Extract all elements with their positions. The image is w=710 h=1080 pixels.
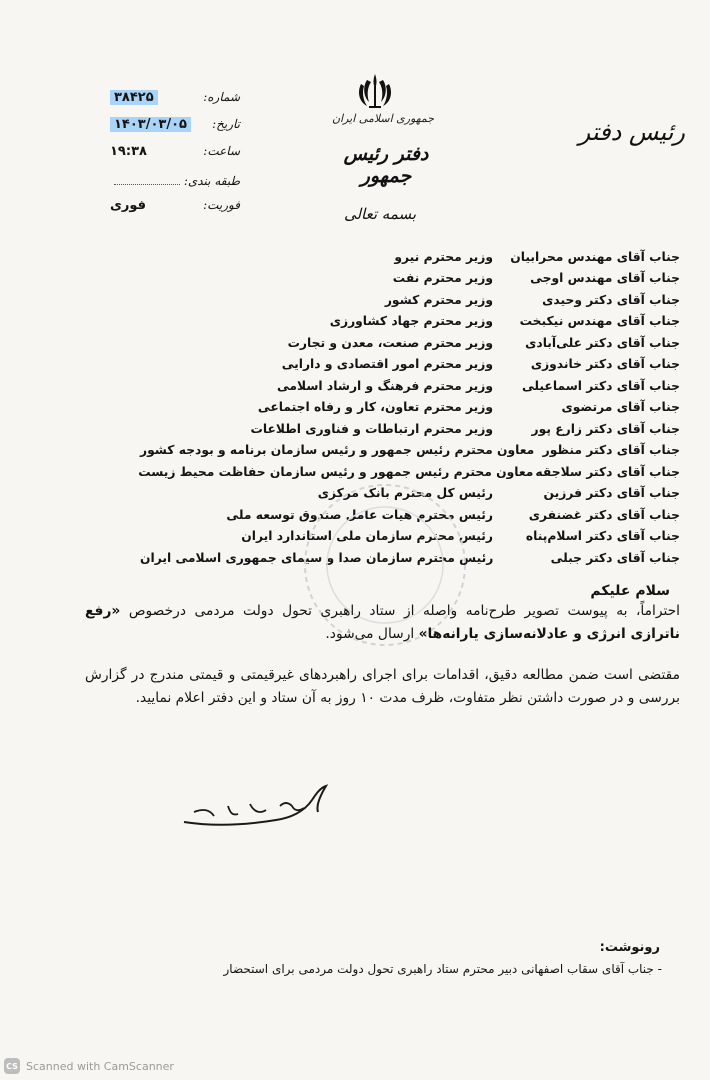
recipient-list [140, 246, 680, 569]
recipient-title: وزیر محترم جهاد کشاورزی [329, 314, 493, 329]
iran-emblem-icon [357, 72, 393, 110]
letter-time: ۱۹:۳۸ [110, 144, 147, 159]
recipient-row [140, 418, 680, 440]
recipient-name: جناب آقای دکتر زارع پور [531, 421, 680, 436]
recipient-name: جناب آقای دکتر فرزین [543, 486, 680, 501]
recipient-title: وزیر محترم فرهنگ و ارشاد اسلامی [276, 378, 493, 393]
letter-number-label: شماره: [203, 90, 240, 104]
recipient-name: جناب آقای دکتر غضنفری [528, 507, 680, 522]
recipient-title: وزیر محترم امور اقتصادی و دارایی [281, 357, 493, 372]
recipient-name: جناب آقای دکتر منظور [542, 443, 680, 458]
recipient-title: وزیر محترم کشور [384, 292, 493, 307]
recipient-title: وزیر محترم تعاون، کار و رفاه اجتماعی [257, 400, 493, 415]
scanner-watermark [4, 1058, 174, 1074]
letter-time-label: ساعت: [203, 144, 240, 158]
recipient-row [140, 375, 680, 397]
recipient-row [140, 397, 680, 419]
recipient-title: رئیس محترم سازمان صدا و سیمای جمهوری اسلامی ایران [140, 550, 494, 565]
subject-title: «رفع ناترازی انرژی و عادلانه‌سازی یارانه‌ها» [85, 603, 680, 642]
letter-date-row [110, 117, 240, 132]
letter-number: ۳۸۴۲۵ [110, 90, 158, 105]
urgency-label: فوریت: [203, 198, 240, 212]
recipient-name: جناب آقای مهندس نیکبخت [519, 314, 680, 329]
recipient-name: جناب آقای دکتر سلاجقه [535, 464, 680, 479]
body-paragraph-1-text: احتراماً، به پیوست تصویر طرح‌نامه واصله از ستاد راهبری تحول دولت مردمی درخصوص [128, 603, 680, 619]
recipient-name: جناب آقای مهندس محرابیان [510, 249, 680, 264]
republic-title: جمهوری اسلامی ایران [331, 112, 435, 125]
recipient-row [140, 504, 680, 526]
recipient-row [140, 268, 680, 290]
cc-title: رونوشت: [599, 940, 660, 955]
recipient-title: وزیر محترم نفت [392, 271, 493, 286]
salutation: سلام علیکم [590, 583, 670, 599]
recipient-title: رئیس کل محترم بانک مرکزی [317, 486, 493, 501]
letter-date-label: تاریخ: [212, 117, 240, 131]
letter-date: ۱۴۰۳/۰۳/۰۵ [110, 117, 191, 132]
recipient-row [140, 483, 680, 505]
recipient-row [140, 332, 680, 354]
body-paragraph-1 [85, 600, 680, 646]
letter-time-row [110, 144, 240, 159]
basmala: بسمه تعالی [343, 205, 417, 223]
recipient-title: معاون محترم رئیس جمهور و رئیس سازمان حفاظت محیط زیست [138, 464, 534, 479]
recipient-name: جناب آقای دکتر علی‌آبادی [525, 335, 680, 350]
recipient-title: وزیر محترم ارتباطات و فناوری اطلاعات [250, 421, 493, 436]
camscanner-icon: CS [4, 1058, 20, 1074]
recipient-row [140, 547, 680, 569]
signature-mark [180, 782, 340, 838]
classification-label: طبقه بندی: [183, 174, 240, 188]
body-paragraph-2: مقتضی است ضمن مطالعه دقیق، اقدامات برای اجرای راهبردهای غیرقیمتی و قیمتی مندرج در گزارش بررسی و در صورت داشتن نظر متفاوت، ظرف مدت ۱۰ روز به آن ستاد و این دفتر اعلام نمایید. [85, 667, 680, 706]
chief-of-staff-title: رئیس دفتر [578, 118, 685, 146]
office-title: دفتر رئیس جمهور [343, 143, 429, 187]
recipient-name: جناب آقای مهندس اوجی [530, 271, 680, 286]
recipient-row [140, 526, 680, 548]
letter-number-row [110, 90, 240, 105]
recipient-row [140, 246, 680, 268]
recipient-row [140, 354, 680, 376]
recipient-row [140, 289, 680, 311]
recipient-name: جناب آقای دکتر اسلام‌پناه [525, 529, 680, 544]
classification-row [110, 174, 240, 188]
classification-blank [114, 176, 180, 185]
urgency-value: فوری [110, 198, 147, 213]
recipient-row [140, 461, 680, 483]
recipient-name: جناب آقای دکتر جبلی [550, 550, 680, 565]
recipient-title: رئیس محترم سازمان ملی استاندارد ایران [241, 529, 493, 544]
recipient-name: جناب آقای دکتر اسماعیلی [521, 378, 680, 393]
body-paragraph-1-end: ارسال می‌شود. [325, 626, 419, 642]
recipient-title: رئیس محترم هیات عامل صندوق توسعه ملی [226, 507, 493, 522]
scanner-text: Scanned with CamScanner [26, 1059, 174, 1073]
recipient-title: وزیر محترم نیرو [394, 249, 493, 264]
recipient-name: جناب آقای دکتر وحیدی [542, 292, 680, 307]
recipient-title: وزیر محترم صنعت، معدن و تجارت [287, 335, 493, 350]
recipient-name: جناب آقای مرتضوی [561, 400, 680, 415]
recipient-name: جناب آقای دکتر خاندوزی [530, 357, 680, 372]
recipient-row [140, 311, 680, 333]
recipient-row [140, 440, 680, 462]
cc-item: - جناب آقای سقاب اصفهانی دبیر محترم ستاد راهبری تحول دولت مردمی برای استحضار [223, 962, 662, 976]
recipient-title: معاون محترم رئیس جمهور و رئیس سازمان برنامه و بودجه کشور [140, 443, 535, 458]
urgency-row [110, 198, 240, 213]
